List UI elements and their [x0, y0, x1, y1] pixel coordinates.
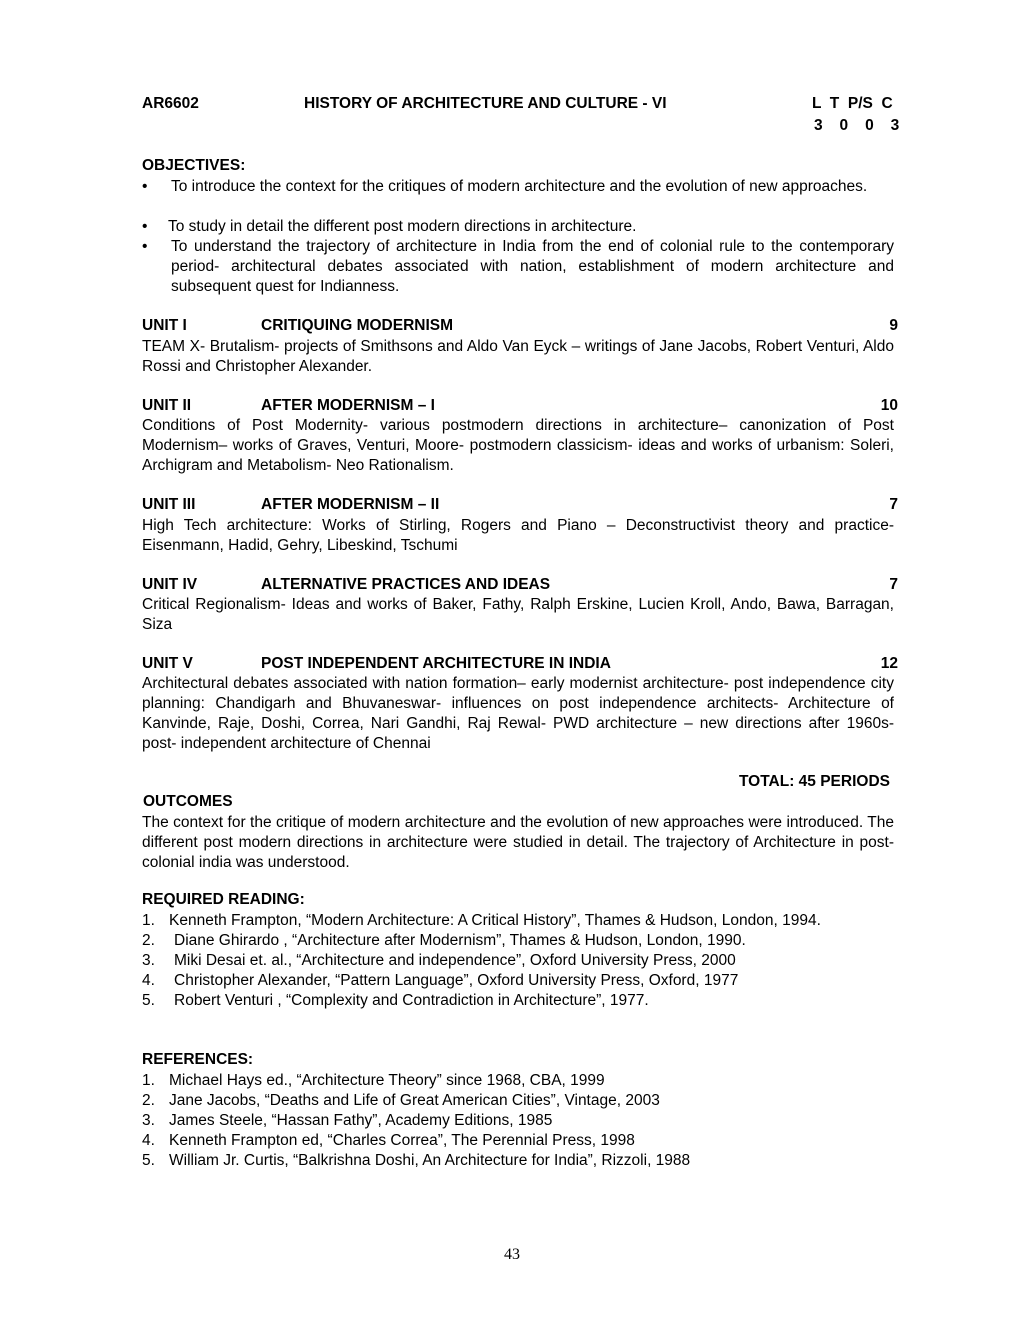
required-reading-list [142, 911, 894, 1011]
list-text: Christopher Alexander, “Pattern Language”, Oxford University Press, Oxford, 1977 [174, 972, 739, 989]
total-periods: TOTAL: 45 PERIODS [738, 773, 890, 790]
list-item [142, 1131, 894, 1151]
list-text: Michael Hays ed., “Architecture Theory” since 1968, CBA, 1999 [169, 1072, 605, 1089]
unit-label: UNIT II [142, 397, 192, 414]
list-item [142, 1071, 894, 1091]
list-item [142, 991, 894, 1011]
list-number: 3. [142, 952, 155, 969]
unit-content: High Tech architecture: Works of Stirling, Rogers and Piano – Deconstructivist theory and practice- Eisenmann, Hadid, Gehry, Libeskind, Tschumi [142, 517, 894, 554]
list-item [142, 1091, 894, 1111]
references-list [142, 1071, 894, 1171]
unit-title: POST INDEPENDENT ARCHITECTURE IN INDIA [261, 655, 611, 672]
list-text: Kenneth Frampton ed, “Charles Correa”, The Perennial Press, 1998 [169, 1132, 635, 1149]
unit-label: UNIT III [142, 496, 196, 513]
unit-heading [142, 396, 898, 416]
list-number: 3. [142, 1112, 155, 1129]
unit-hours: 10 [880, 397, 898, 414]
required-reading-heading: REQUIRED READING: [142, 891, 305, 908]
list-number: 4. [142, 972, 155, 989]
unit-hours: 12 [880, 655, 898, 672]
ltpc-labels: L T P/S C [812, 95, 893, 112]
list-text: Robert Venturi , “Complexity and Contradiction in Architecture”, 1977. [174, 992, 649, 1009]
list-text: Miki Desai et. al., “Architecture and independence”, Oxford University Press, 2000 [174, 952, 736, 969]
list-number: 4. [142, 1132, 155, 1149]
objective-text: To study in detail the different post modern directions in architecture. [168, 218, 637, 235]
unit-content: Architectural debates associated with nation formation– early modernist architecture- post independence city planning: Chandigarh and Bhuvaneswar- influences on post independence architects- Architecture of Kanvinde, Raje, Doshi, Correa, Nari Gandhi, Raj Rewal- PWD architecture – new directions after 1960s- post- independent architecture of Chennai [142, 675, 894, 752]
list-number: 1. [142, 912, 155, 929]
unit-content: TEAM X- Brutalism- projects of Smithsons and Aldo Van Eyck – writings of Jane Jacobs, Robert Venturi, Aldo Rossi and Christopher Alexander. [142, 338, 894, 375]
unit-title: CRITIQUING MODERNISM [261, 317, 454, 334]
ltpc-values: 3 0 0 3 [814, 117, 901, 134]
list-text: Kenneth Frampton, “Modern Architecture: A Critical History”, Thames & Hudson, London, 1994. [169, 912, 821, 929]
list-text: James Steele, “Hassan Fathy”, Academy Editions, 1985 [169, 1112, 553, 1129]
bullet-icon: • [142, 238, 148, 255]
unit-heading [142, 495, 898, 515]
outcomes-text: The context for the critique of modern architecture and the evolution of new approaches were introduced. The different post modern directions in architecture were studied in detail. The trajectory of Architecture in post-colonial india was understood. [142, 814, 894, 871]
list-item [142, 971, 894, 991]
unit-heading [142, 575, 898, 595]
list-number: 2. [142, 1092, 155, 1109]
list-item [142, 951, 894, 971]
list-number: 1. [142, 1072, 155, 1089]
unit-content: Conditions of Post Modernity- various postmodern directions in architecture– canonization of Post Modernism– works of Graves, Venturi, Moore- postmodern classicism- ideas and works of urbanism: Soleri, Archigram and Metabolism- Neo Rationalism. [142, 417, 894, 474]
unit-hours: 7 [889, 576, 898, 593]
list-number: 2. [142, 932, 155, 949]
objective-text: To introduce the context for the critiques of modern architecture and the evolution of new approaches. [171, 178, 868, 195]
list-item [142, 1151, 894, 1171]
bullet-icon: • [142, 178, 148, 195]
list-number: 5. [142, 992, 155, 1009]
page-number: 43 [504, 1246, 520, 1263]
outcomes-heading: OUTCOMES [143, 793, 233, 810]
list-text: Diane Ghirardo , “Architecture after Modernism”, Thames & Hudson, London, 1990. [174, 932, 746, 949]
unit-content: Critical Regionalism- Ideas and works of Baker, Fathy, Ralph Erskine, Lucien Kroll, Ando, Bawa, Barragan, Siza [142, 596, 894, 633]
objective-item [142, 177, 894, 197]
bullet-icon: • [142, 218, 148, 235]
objective-item [142, 237, 894, 297]
unit-title: AFTER MODERNISM – II [261, 496, 440, 513]
unit-label: UNIT I [142, 317, 187, 334]
objective-text: To understand the trajectory of architecture in India from the end of colonial rule to the contemporary period- architectural debates associated with nation, establishment of modern architecture and subsequent quest for Indianness. [171, 238, 894, 295]
unit-heading [142, 316, 898, 336]
unit-hours: 9 [889, 317, 898, 334]
objective-item [142, 217, 894, 237]
list-text: William Jr. Curtis, “Balkrishna Doshi, An Architecture for India”, Rizzoli, 1988 [169, 1152, 691, 1169]
references-heading: REFERENCES: [142, 1051, 254, 1068]
course-code: AR6602 [142, 95, 199, 112]
unit-label: UNIT V [142, 655, 193, 672]
unit-heading [142, 654, 898, 674]
unit-hours: 7 [889, 496, 898, 513]
objectives-heading: OBJECTIVES: [142, 157, 246, 174]
course-title: HISTORY OF ARCHITECTURE AND CULTURE - VI [304, 95, 667, 112]
unit-label: UNIT IV [142, 576, 198, 593]
unit-title: ALTERNATIVE PRACTICES AND IDEAS [261, 576, 551, 593]
list-text: Jane Jacobs, “Deaths and Life of Great American Cities”, Vintage, 2003 [169, 1092, 660, 1109]
list-item [142, 911, 894, 931]
unit-title: AFTER MODERNISM – I [261, 397, 435, 414]
list-item [142, 931, 894, 951]
list-number: 5. [142, 1152, 155, 1169]
list-item [142, 1111, 894, 1131]
